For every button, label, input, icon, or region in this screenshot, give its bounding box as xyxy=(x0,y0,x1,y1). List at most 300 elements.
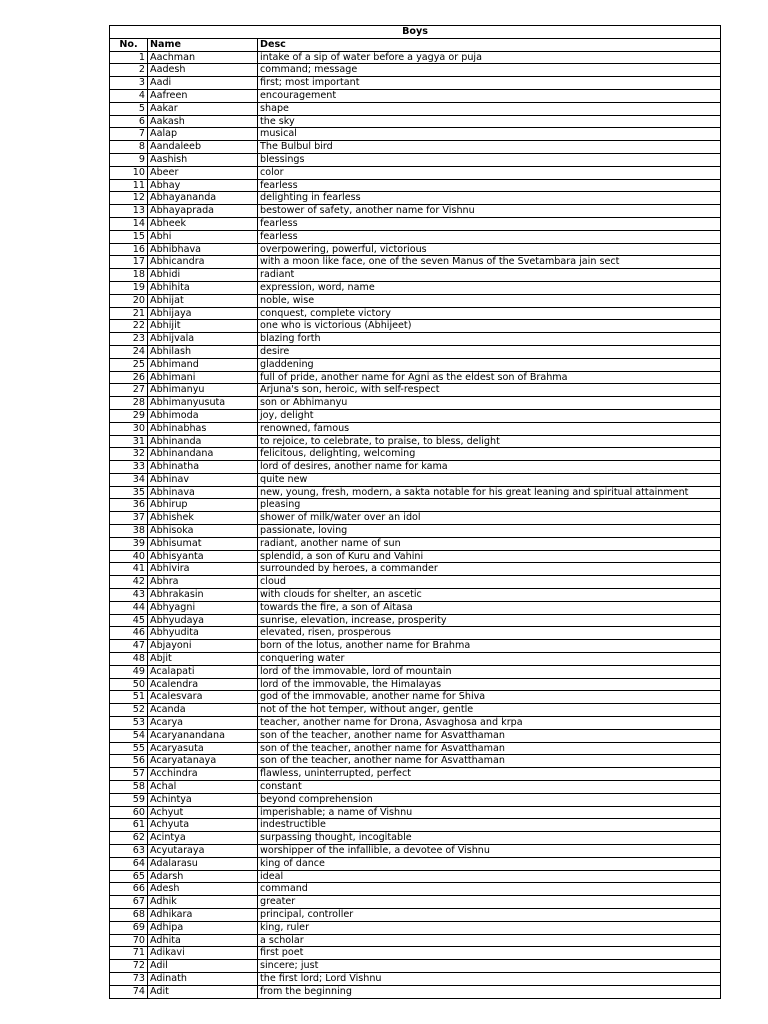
name-cell: Abhyudita xyxy=(148,627,258,640)
desc-cell: quite new xyxy=(258,473,721,486)
table-row xyxy=(110,473,721,486)
desc-cell: a scholar xyxy=(258,934,721,947)
row-number-cell: 25 xyxy=(110,358,148,371)
name-cell: Aakash xyxy=(148,115,258,128)
table-row xyxy=(110,627,721,640)
row-number-cell: 61 xyxy=(110,819,148,832)
table-row xyxy=(110,819,721,832)
row-number-cell: 34 xyxy=(110,473,148,486)
desc-cell: conquering water xyxy=(258,653,721,666)
name-cell: Adikavi xyxy=(148,947,258,960)
desc-cell: son of the teacher, another name for Asvatthaman xyxy=(258,742,721,755)
title-row xyxy=(110,26,721,39)
row-number-cell: 9 xyxy=(110,153,148,166)
name-cell: Abhidi xyxy=(148,269,258,282)
table-row xyxy=(110,972,721,985)
name-cell: Abhishek xyxy=(148,512,258,525)
desc-cell: flawless, uninterrupted, perfect xyxy=(258,768,721,781)
desc-cell: desire xyxy=(258,345,721,358)
desc-cell: new, young, fresh, modern, a sakta notable for his great leaning and spiritual attainment xyxy=(258,486,721,499)
table-row xyxy=(110,269,721,282)
table-row xyxy=(110,102,721,115)
table-row xyxy=(110,205,721,218)
name-cell: Acchindra xyxy=(148,768,258,781)
desc-cell: son of the teacher, another name for Asvatthaman xyxy=(258,755,721,768)
name-cell: Abhinanda xyxy=(148,435,258,448)
desc-cell: the sky xyxy=(258,115,721,128)
name-cell: Abhinandana xyxy=(148,448,258,461)
desc-cell: conquest, complete victory xyxy=(258,307,721,320)
row-number-cell: 74 xyxy=(110,985,148,998)
table-row xyxy=(110,614,721,627)
desc-cell: with clouds for shelter, an ascetic xyxy=(258,589,721,602)
row-number-cell: 52 xyxy=(110,704,148,717)
name-cell: Adhipa xyxy=(148,921,258,934)
name-cell: Adinath xyxy=(148,972,258,985)
table-row xyxy=(110,141,721,154)
row-number-cell: 71 xyxy=(110,947,148,960)
desc-cell: one who is victorious (Abhijeet) xyxy=(258,320,721,333)
table-row xyxy=(110,537,721,550)
row-number-cell: 67 xyxy=(110,896,148,909)
table-row xyxy=(110,678,721,691)
table-row xyxy=(110,960,721,973)
row-number-cell: 16 xyxy=(110,243,148,256)
name-cell: Abhra xyxy=(148,576,258,589)
desc-cell: overpowering, powerful, victorious xyxy=(258,243,721,256)
row-number-cell: 73 xyxy=(110,972,148,985)
row-number-cell: 14 xyxy=(110,217,148,230)
row-number-cell: 55 xyxy=(110,742,148,755)
desc-cell: sunrise, elevation, increase, prosperity xyxy=(258,614,721,627)
row-number-cell: 46 xyxy=(110,627,148,640)
name-cell: Acalendra xyxy=(148,678,258,691)
desc-cell: greater xyxy=(258,896,721,909)
desc-cell: fearless xyxy=(258,217,721,230)
row-number-cell: 4 xyxy=(110,89,148,102)
name-cell: Abhrakasin xyxy=(148,589,258,602)
row-number-cell: 40 xyxy=(110,550,148,563)
desc-cell: to rejoice, to celebrate, to praise, to bless, delight xyxy=(258,435,721,448)
desc-cell: imperishable; a name of Vishnu xyxy=(258,806,721,819)
name-cell: Abhi xyxy=(148,230,258,243)
row-number-cell: 20 xyxy=(110,294,148,307)
row-number-cell: 65 xyxy=(110,870,148,883)
name-cell: Abheek xyxy=(148,217,258,230)
row-number-cell: 56 xyxy=(110,755,148,768)
desc-cell: from the beginning xyxy=(258,985,721,998)
name-cell: Abhayananda xyxy=(148,192,258,205)
table-row xyxy=(110,128,721,141)
desc-cell: son or Abhimanyu xyxy=(258,397,721,410)
row-number-cell: 51 xyxy=(110,691,148,704)
desc-cell: shower of milk/water over an idol xyxy=(258,512,721,525)
name-cell: Aadi xyxy=(148,77,258,90)
desc-cell: bestower of safety, another name for Vishnu xyxy=(258,205,721,218)
row-number-cell: 72 xyxy=(110,960,148,973)
row-number-cell: 31 xyxy=(110,435,148,448)
name-cell: Abhilash xyxy=(148,345,258,358)
table-row xyxy=(110,486,721,499)
desc-cell: not of the hot temper, without anger, gentle xyxy=(258,704,721,717)
name-cell: Adarsh xyxy=(148,870,258,883)
row-number-cell: 44 xyxy=(110,601,148,614)
name-cell: Aafreen xyxy=(148,89,258,102)
name-cell: Acalapati xyxy=(148,665,258,678)
name-cell: Abhirup xyxy=(148,499,258,512)
table-row xyxy=(110,435,721,448)
desc-cell: with a moon like face, one of the seven Manus of the Svetambara jain sect xyxy=(258,256,721,269)
desc-cell: king of dance xyxy=(258,857,721,870)
row-number-cell: 45 xyxy=(110,614,148,627)
row-number-cell: 32 xyxy=(110,448,148,461)
desc-cell: first; most important xyxy=(258,77,721,90)
row-number-cell: 47 xyxy=(110,640,148,653)
table-row xyxy=(110,320,721,333)
table-row xyxy=(110,281,721,294)
table-row xyxy=(110,294,721,307)
name-cell: Abhinav xyxy=(148,473,258,486)
table-row xyxy=(110,665,721,678)
table-row xyxy=(110,358,721,371)
row-number-cell: 26 xyxy=(110,371,148,384)
name-cell: Abhijvala xyxy=(148,333,258,346)
desc-cell: delighting in fearless xyxy=(258,192,721,205)
desc-cell: towards the fire, a son of Aitasa xyxy=(258,601,721,614)
row-number-cell: 30 xyxy=(110,422,148,435)
name-cell: Acaryatanaya xyxy=(148,755,258,768)
name-cell: Abhivira xyxy=(148,563,258,576)
desc-cell: king, ruler xyxy=(258,921,721,934)
table-row xyxy=(110,755,721,768)
name-cell: Acalesvara xyxy=(148,691,258,704)
table-row xyxy=(110,525,721,538)
desc-cell: Arjuna's son, heroic, with self-respect xyxy=(258,384,721,397)
name-cell: Adhita xyxy=(148,934,258,947)
desc-cell: fearless xyxy=(258,179,721,192)
name-cell: Abhisumat xyxy=(148,537,258,550)
row-number-cell: 8 xyxy=(110,141,148,154)
name-cell: Adalarasu xyxy=(148,857,258,870)
table-row xyxy=(110,576,721,589)
table-row xyxy=(110,448,721,461)
row-number-cell: 33 xyxy=(110,461,148,474)
table-row xyxy=(110,371,721,384)
row-number-cell: 59 xyxy=(110,793,148,806)
name-cell: Aachman xyxy=(148,51,258,64)
name-cell: Adit xyxy=(148,985,258,998)
table-row xyxy=(110,397,721,410)
name-cell: Abhyagni xyxy=(148,601,258,614)
table-row xyxy=(110,947,721,960)
row-number-cell: 53 xyxy=(110,717,148,730)
name-cell: Abhinatha xyxy=(148,461,258,474)
row-number-cell: 50 xyxy=(110,678,148,691)
name-cell: Abhimanyusuta xyxy=(148,397,258,410)
table-row xyxy=(110,153,721,166)
table-row xyxy=(110,409,721,422)
row-number-cell: 58 xyxy=(110,781,148,794)
row-number-cell: 13 xyxy=(110,205,148,218)
name-cell: Abhisoka xyxy=(148,525,258,538)
desc-cell: gladdening xyxy=(258,358,721,371)
name-cell: Abhayaprada xyxy=(148,205,258,218)
table-row xyxy=(110,883,721,896)
desc-cell: noble, wise xyxy=(258,294,721,307)
row-number-cell: 22 xyxy=(110,320,148,333)
desc-cell: joy, delight xyxy=(258,409,721,422)
desc-cell: born of the lotus, another name for Brahma xyxy=(258,640,721,653)
table-row xyxy=(110,640,721,653)
desc-cell: god of the immovable, another name for Shiva xyxy=(258,691,721,704)
table-row xyxy=(110,806,721,819)
row-number-cell: 28 xyxy=(110,397,148,410)
desc-cell: lord of the immovable, lord of mountain xyxy=(258,665,721,678)
name-cell: Aashish xyxy=(148,153,258,166)
name-cell: Abhay xyxy=(148,179,258,192)
header-row xyxy=(110,38,721,51)
table-row xyxy=(110,550,721,563)
column-header-desc: Desc xyxy=(258,38,721,51)
name-cell: Abhimanyu xyxy=(148,384,258,397)
row-number-cell: 36 xyxy=(110,499,148,512)
row-number-cell: 27 xyxy=(110,384,148,397)
desc-cell: pleasing xyxy=(258,499,721,512)
table-row xyxy=(110,781,721,794)
desc-cell: renowned, famous xyxy=(258,422,721,435)
table-row xyxy=(110,896,721,909)
row-number-cell: 63 xyxy=(110,845,148,858)
desc-cell: expression, word, name xyxy=(258,281,721,294)
row-number-cell: 12 xyxy=(110,192,148,205)
row-number-cell: 54 xyxy=(110,729,148,742)
desc-cell: color xyxy=(258,166,721,179)
name-cell: Acanda xyxy=(148,704,258,717)
name-cell: Abhihita xyxy=(148,281,258,294)
table-row xyxy=(110,461,721,474)
row-number-cell: 24 xyxy=(110,345,148,358)
desc-cell: felicitous, delighting, welcoming xyxy=(258,448,721,461)
table-row xyxy=(110,934,721,947)
desc-cell: lord of the immovable, the Himalayas xyxy=(258,678,721,691)
desc-cell: teacher, another name for Drona, Asvaghosa and krpa xyxy=(258,717,721,730)
row-number-cell: 49 xyxy=(110,665,148,678)
row-number-cell: 10 xyxy=(110,166,148,179)
name-cell: Acintya xyxy=(148,832,258,845)
name-cell: Abhijaya xyxy=(148,307,258,320)
table-row xyxy=(110,166,721,179)
name-cell: Abeer xyxy=(148,166,258,179)
table-row xyxy=(110,64,721,77)
table-row xyxy=(110,653,721,666)
name-cell: Abhibhava xyxy=(148,243,258,256)
desc-cell: lord of desires, another name for kama xyxy=(258,461,721,474)
name-cell: Acaryanandana xyxy=(148,729,258,742)
row-number-cell: 60 xyxy=(110,806,148,819)
desc-cell: principal, controller xyxy=(258,908,721,921)
row-number-cell: 23 xyxy=(110,333,148,346)
name-cell: Abhyudaya xyxy=(148,614,258,627)
name-cell: Achyuta xyxy=(148,819,258,832)
row-number-cell: 57 xyxy=(110,768,148,781)
row-number-cell: 68 xyxy=(110,908,148,921)
row-number-cell: 5 xyxy=(110,102,148,115)
name-cell: Acaryasuta xyxy=(148,742,258,755)
row-number-cell: 17 xyxy=(110,256,148,269)
row-number-cell: 35 xyxy=(110,486,148,499)
table-row xyxy=(110,985,721,998)
table-row xyxy=(110,230,721,243)
row-number-cell: 18 xyxy=(110,269,148,282)
table-row xyxy=(110,499,721,512)
desc-cell: worshipper of the infallible, a devotee of Vishnu xyxy=(258,845,721,858)
table-row xyxy=(110,845,721,858)
desc-cell: full of pride, another name for Agni as the eldest son of Brahma xyxy=(258,371,721,384)
desc-cell: command xyxy=(258,883,721,896)
name-cell: Abjit xyxy=(148,653,258,666)
name-cell: Acyutaraya xyxy=(148,845,258,858)
table-row xyxy=(110,857,721,870)
name-cell: Abhijit xyxy=(148,320,258,333)
row-number-cell: 15 xyxy=(110,230,148,243)
name-cell: Abhinabhas xyxy=(148,422,258,435)
desc-cell: passionate, loving xyxy=(258,525,721,538)
table-row xyxy=(110,768,721,781)
row-number-cell: 2 xyxy=(110,64,148,77)
row-number-cell: 48 xyxy=(110,653,148,666)
desc-cell: blazing forth xyxy=(258,333,721,346)
desc-cell: surrounded by heroes, a commander xyxy=(258,563,721,576)
table-row xyxy=(110,742,721,755)
desc-cell: intake of a sip of water before a yagya or puja xyxy=(258,51,721,64)
table-row xyxy=(110,908,721,921)
row-number-cell: 37 xyxy=(110,512,148,525)
table-row xyxy=(110,243,721,256)
table-row xyxy=(110,115,721,128)
row-number-cell: 3 xyxy=(110,77,148,90)
name-cell: Achintya xyxy=(148,793,258,806)
name-cell: Abhinava xyxy=(148,486,258,499)
table-title: Boys xyxy=(110,26,721,39)
table-row xyxy=(110,345,721,358)
table-row xyxy=(110,77,721,90)
table-row xyxy=(110,729,721,742)
desc-cell: elevated, risen, prosperous xyxy=(258,627,721,640)
row-number-cell: 38 xyxy=(110,525,148,538)
table-row xyxy=(110,870,721,883)
table-row xyxy=(110,217,721,230)
desc-cell: constant xyxy=(258,781,721,794)
table-row xyxy=(110,832,721,845)
name-cell: Adesh xyxy=(148,883,258,896)
row-number-cell: 11 xyxy=(110,179,148,192)
table-row xyxy=(110,192,721,205)
table-row xyxy=(110,333,721,346)
table-row xyxy=(110,512,721,525)
row-number-cell: 62 xyxy=(110,832,148,845)
row-number-cell: 70 xyxy=(110,934,148,947)
desc-cell: cloud xyxy=(258,576,721,589)
row-number-cell: 21 xyxy=(110,307,148,320)
name-cell: Aadesh xyxy=(148,64,258,77)
column-header-no: No. xyxy=(110,38,148,51)
table-row xyxy=(110,717,721,730)
desc-cell: son of the teacher, another name for Asvatthaman xyxy=(258,729,721,742)
table-row xyxy=(110,179,721,192)
desc-cell: sincere; just xyxy=(258,960,721,973)
row-number-cell: 42 xyxy=(110,576,148,589)
name-cell: Abhimoda xyxy=(148,409,258,422)
desc-cell: indestructible xyxy=(258,819,721,832)
name-cell: Achyut xyxy=(148,806,258,819)
name-cell: Aandaleeb xyxy=(148,141,258,154)
desc-cell: shape xyxy=(258,102,721,115)
table-row xyxy=(110,89,721,102)
desc-cell: blessings xyxy=(258,153,721,166)
row-number-cell: 39 xyxy=(110,537,148,550)
table-row xyxy=(110,589,721,602)
name-cell: Adil xyxy=(148,960,258,973)
table-body xyxy=(110,51,721,998)
table-row xyxy=(110,601,721,614)
name-cell: Abhijat xyxy=(148,294,258,307)
name-cell: Abjayoni xyxy=(148,640,258,653)
table-row xyxy=(110,307,721,320)
desc-cell: surpassing thought, incogitable xyxy=(258,832,721,845)
name-cell: Abhimand xyxy=(148,358,258,371)
table-row xyxy=(110,256,721,269)
desc-cell: ideal xyxy=(258,870,721,883)
table-row xyxy=(110,422,721,435)
name-cell: Achal xyxy=(148,781,258,794)
desc-cell: radiant, another name of sun xyxy=(258,537,721,550)
name-cell: Adhik xyxy=(148,896,258,909)
row-number-cell: 64 xyxy=(110,857,148,870)
desc-cell: musical xyxy=(258,128,721,141)
row-number-cell: 69 xyxy=(110,921,148,934)
table-row xyxy=(110,384,721,397)
desc-cell: fearless xyxy=(258,230,721,243)
desc-cell: The Bulbul bird xyxy=(258,141,721,154)
row-number-cell: 6 xyxy=(110,115,148,128)
desc-cell: encouragement xyxy=(258,89,721,102)
name-cell: Adhikara xyxy=(148,908,258,921)
row-number-cell: 43 xyxy=(110,589,148,602)
name-cell: Abhicandra xyxy=(148,256,258,269)
names-table xyxy=(109,25,721,999)
row-number-cell: 1 xyxy=(110,51,148,64)
row-number-cell: 29 xyxy=(110,409,148,422)
table-row xyxy=(110,691,721,704)
column-header-name: Name xyxy=(148,38,258,51)
row-number-cell: 7 xyxy=(110,128,148,141)
desc-cell: radiant xyxy=(258,269,721,282)
name-cell: Aakar xyxy=(148,102,258,115)
name-cell: Abhimani xyxy=(148,371,258,384)
table-row xyxy=(110,704,721,717)
desc-cell: beyond comprehension xyxy=(258,793,721,806)
desc-cell: command; message xyxy=(258,64,721,77)
desc-cell: splendid, a son of Kuru and Vahini xyxy=(258,550,721,563)
name-cell: Abhisyanta xyxy=(148,550,258,563)
name-cell: Aalap xyxy=(148,128,258,141)
name-cell: Acarya xyxy=(148,717,258,730)
table-row xyxy=(110,793,721,806)
desc-cell: first poet xyxy=(258,947,721,960)
table-row xyxy=(110,51,721,64)
table-row xyxy=(110,921,721,934)
row-number-cell: 66 xyxy=(110,883,148,896)
